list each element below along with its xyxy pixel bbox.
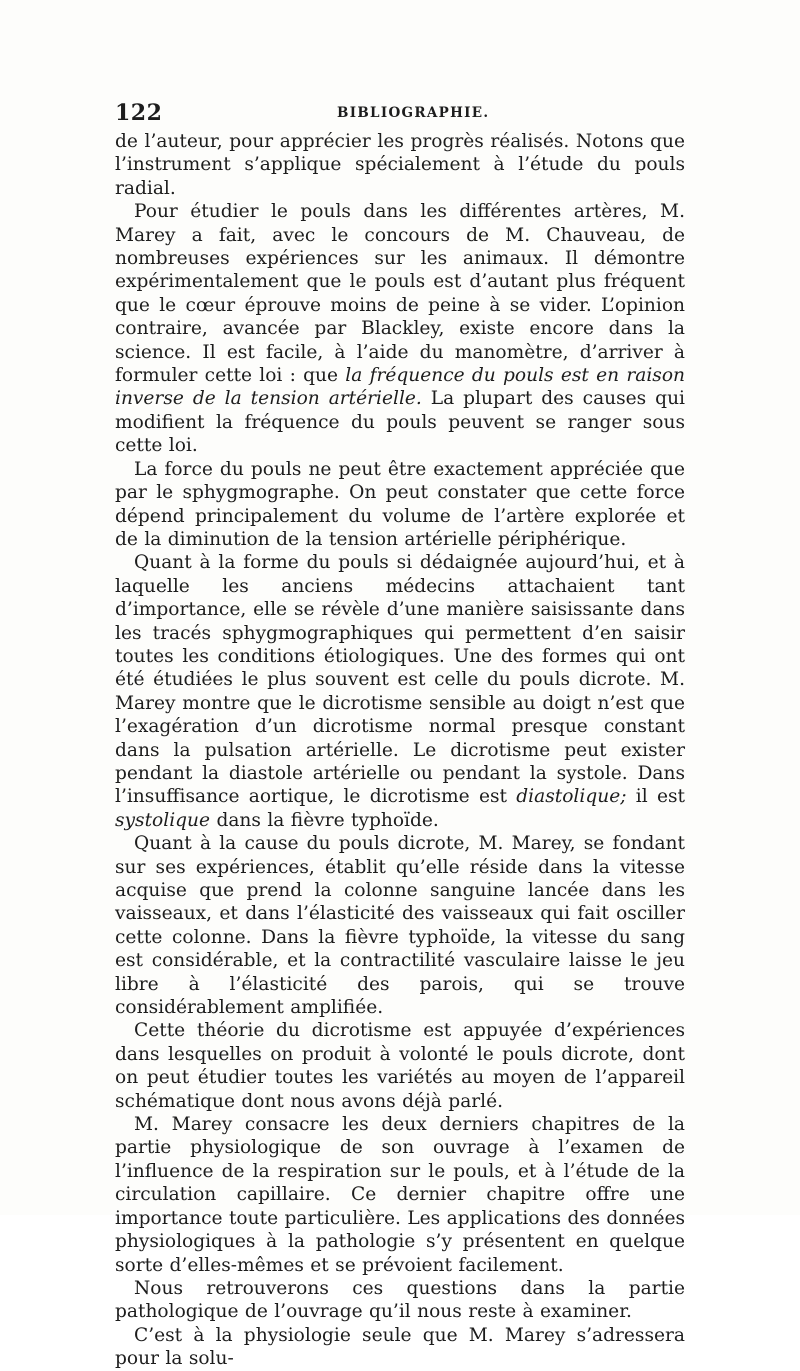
paragraph-text: Quant à la forme du pouls si dédaignée aujourd’hui, et à laquelle les anciens médecins attachaient tant d’importance, elle se révèle d’une manière saisissante dans les tracés sphygmographiques qui permettent d’en saisir toutes les conditions étiologiques. Une des formes qui ont été étudiées le plus souvent est celle du pouls dicrote. M. Marey montre que le dicrotisme sensible au doigt n’est que l’exagération d’un dicrotisme normal presque constant dans la pulsation artérielle. Le dicrotisme peut exister pendant la diastole artérielle ou pendant la systole. Dans l’insuffisance aortique, le dicrotisme est [115,552,685,808]
paragraph-final-line [115,1324,685,1371]
italic-term-systolique: systolique [115,809,211,831]
paragraph-text: C’est à la physiologie seule que M. Marey s’adressera pour la solu- [115,1324,685,1370]
running-head [115,100,685,126]
paragraph-text: La force du pouls ne peut être exactement appréciée que par le sphygmographe. On peut constater que cette force dépend principalement du volume de l’artère explorée et de la diminution de la tension artérielle périphérique. [115,458,685,550]
paragraph-dicrotism-cause [115,832,685,1019]
body-text [115,130,685,1371]
italic-term-diastolique: diastolique; [516,786,627,808]
paragraph-text: Quant à la cause du pouls dicrote, M. Marey, se fondant sur ses expériences, établit qu’elle réside dans la vitesse acquise que prend la colonne sanguine lancée dans les vaisseaux, et dans l’élasticité des vaisseaux qui fait osciller cette colonne. Dans la fièvre typhoïde, la vitesse du sang est considérable, et la contractilité vasculaire laisse le jeu libre à l’élasticité des parois, qui se trouve considérablement amplifiée. [115,833,685,1019]
paragraph-last-chapters [115,1113,685,1277]
italic-law-statement: la fréquence du pouls est en raison inverse de la tension artérielle. [115,365,685,410]
page-number: 122 [115,100,163,126]
paragraph-text: Nous retrouverons ces questions dans la partie pathologique de l’ouvrage qu’il nous reste à examiner. [115,1277,685,1323]
paragraph-pulse-form [115,551,685,832]
paragraph-text: M. Marey consacre les deux derniers chapitres de la partie physiologique de son ouvrage à l’examen de l’influence de la respiration sur le pouls, et à l’étude de la circulation capillaire. Ce dernier chapitre offre une importance toute particulière. Les applications des données physiologiques à la pathologie s’y présentent en quelque sorte d’elles-mêmes et se prévoient facilement. [115,1114,685,1276]
paragraph-text: il est [626,786,685,808]
paragraph-continuation [115,130,685,200]
paragraph-text: de l’auteur, pour apprécier les progrès réalisés. Notons que l’instrument s’applique spécialement à l’étude du pouls radial. [115,131,685,199]
paragraph-pulse-frequency [115,200,685,457]
paragraph-pulse-force [115,458,685,552]
paragraph-text: dans la fièvre typhoïde. [210,809,439,831]
running-head-title: BIBLIOGRAPHIE. [337,105,490,121]
paragraph-text: Cette théorie du dicrotisme est appuyée d’expériences dans lesquelles on produit à volonté le pouls dicrote, dont on peut étudier toutes les variétés au moyen de l’appareil schématique dont nous avons déjà parlé. [115,1020,685,1112]
paragraph-text: Pour étudier le pouls dans les différentes artères, M. Marey a fait, avec le concours de M. Chauveau, de nombreuses expériences sur les animaux. Il démontre expérimentalement que le pouls est d’autant plus fréquent que le cœur éprouve moins de peine à se vider. L’opinion contraire, avancée par Blackley, existe encore dans la science. Il est facile, à l’aide du manomètre, d’arriver à formuler cette loi : que [115,201,685,387]
paragraph-pathology-part [115,1277,685,1324]
paragraph-text: La plupart des causes qui modifient la fréquence du pouls peuvent se ranger sous cette loi. [115,388,685,457]
paragraph-dicrotism-theory [115,1019,685,1113]
